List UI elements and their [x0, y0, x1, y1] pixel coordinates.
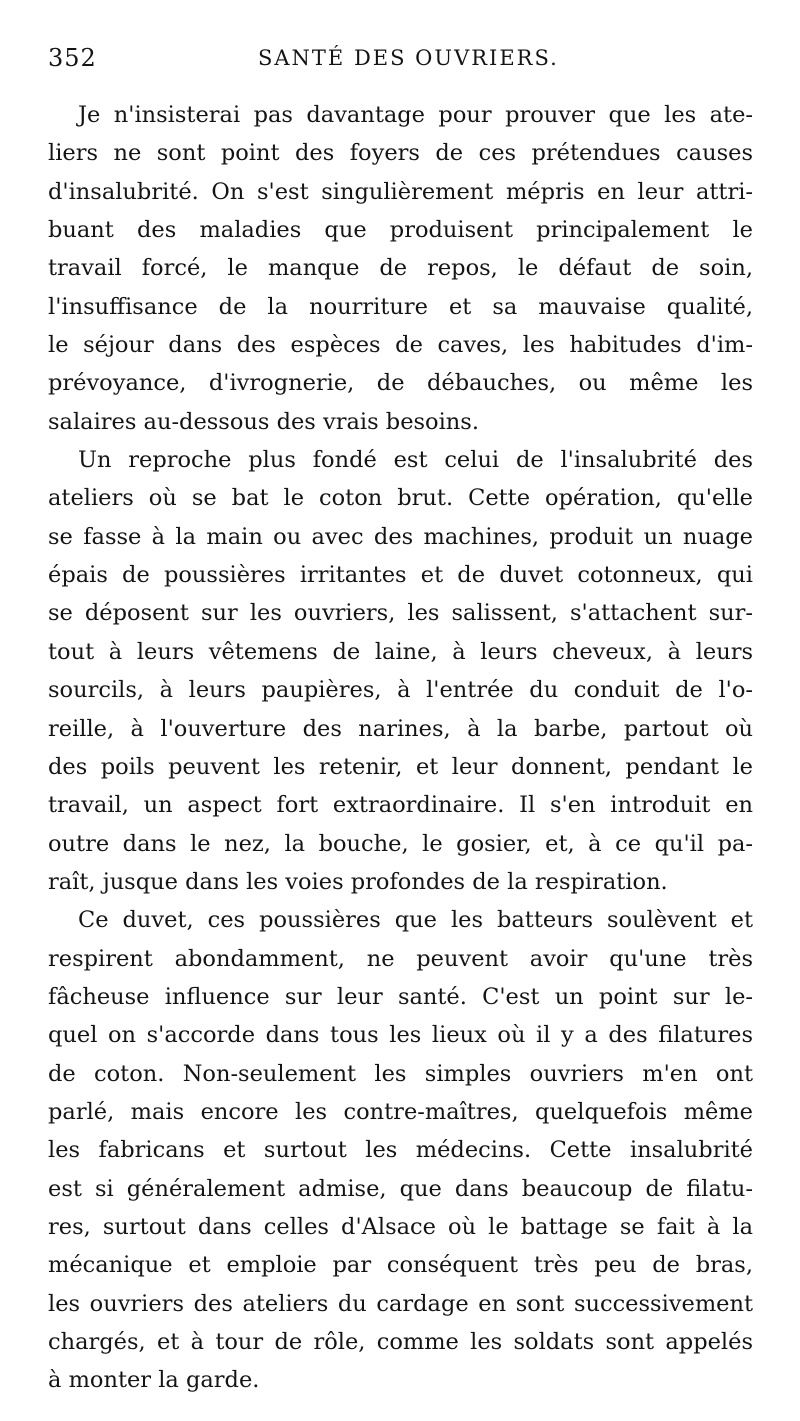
text-line: respirent abondamment, ne peuvent avoir qu'une très [48, 945, 753, 972]
page-header [48, 44, 748, 84]
text-line: Je n'insisterai pas davantage pour prouver que les ate- [78, 102, 753, 128]
text-line: travail, un aspect fort extraordinaire. Il s'en introduit en [48, 792, 753, 819]
text-line: à monter la garde. [48, 1367, 260, 1394]
text-line: les ouvriers des ateliers du cardage en sont successivement [48, 1290, 753, 1317]
text-line: salaires au-dessous des vrais besoins. [48, 408, 479, 435]
text-line: quel on s'accorde dans tous les lieux où il y a des filatures [48, 1022, 753, 1049]
text-line: ateliers où se bat le coton brut. Cette opération, qu'elle [48, 485, 753, 512]
text-line: buant des maladies que produisent principalement le [48, 217, 753, 244]
text-line: outre dans le nez, la bouche, le gosier, et, à ce qu'il pa- [48, 830, 753, 857]
body-text [48, 96, 753, 1400]
text-line: chargés, et à tour de rôle, comme les soldats sont appelés [48, 1329, 753, 1355]
text-line: tout à leurs vêtemens de laine, à leurs cheveux, à leurs [48, 638, 753, 665]
text-line: épais de poussières irritantes et de duvet cotonneux, qui [48, 562, 753, 589]
running-title: SANTÉ DES OUVRIERS. [258, 46, 559, 70]
text-line: Ce duvet, ces poussières que les batteurs soulèvent et [78, 907, 753, 934]
text-line: travail forcé, le manque de repos, le défaut de soin, [48, 255, 753, 282]
text-line: sourcils, à leurs paupières, à l'entrée du conduit de l'o- [48, 677, 753, 704]
text-line: reille, à l'ouverture des narines, à la barbe, partout où [48, 715, 753, 742]
text-line: des poils peuvent les retenir, et leur donnent, pendant le [48, 753, 753, 780]
page-number: 352 [48, 44, 97, 72]
text-line: est si généralement admise, que dans beaucoup de filatu- [48, 1175, 753, 1202]
text-line: Un reproche plus fondé est celui de l'insalubrité des [78, 447, 753, 474]
text-line: mécanique et emploie par conséquent très peu de bras, [48, 1252, 753, 1279]
text-line: de coton. Non-seulement les simples ouvriers m'en ont [48, 1060, 753, 1087]
text-line: se déposent sur les ouvriers, les salissent, s'attachent sur- [48, 600, 753, 627]
text-line: parlé, mais encore les contre-maîtres, quelquefois même [48, 1098, 753, 1125]
text-line: res, surtout dans celles d'Alsace où le battage se fait à la [48, 1213, 753, 1240]
text-line: fâcheuse influence sur leur santé. C'est un point sur le- [48, 983, 753, 1010]
text-line: liers ne sont point des foyers de ces prétendues causes [48, 140, 753, 167]
text-line: raît, jusque dans les voies profondes de la respiration. [48, 868, 668, 895]
text-line: prévoyance, d'ivrognerie, de débauches, ou même les [48, 370, 753, 397]
text-line: les fabricans et surtout les médecins. Cette insalubrité [48, 1137, 753, 1164]
text-line: l'insuffisance de la nourriture et sa mauvaise qualité, [48, 293, 753, 320]
text-line: se fasse à la main ou avec des machines, produit un nuage [48, 523, 753, 550]
text-line: d'insalubrité. On s'est singulièrement mépris en leur attri- [48, 178, 753, 205]
text-line: le séjour dans des espèces de caves, les habitudes d'im- [48, 332, 753, 359]
